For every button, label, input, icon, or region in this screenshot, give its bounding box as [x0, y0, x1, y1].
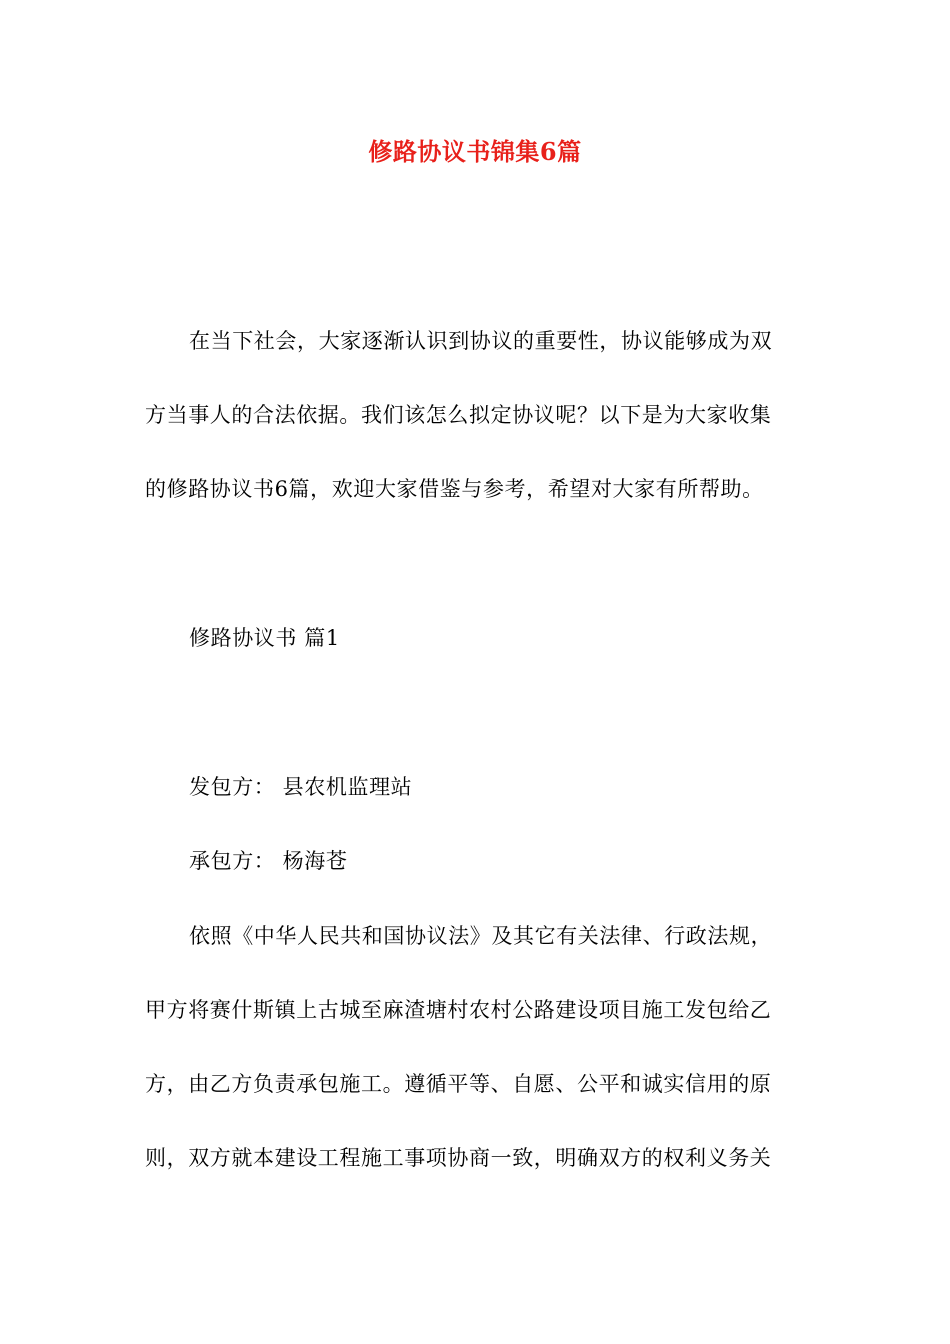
intro-line-2: 方当事人的合法依据。我们该怎么拟定协议呢？以下是为大家收集: [145, 403, 772, 427]
party-b-line: 承包方： 杨海苍: [189, 849, 348, 873]
body-line-4: 则，双方就本建设工程施工事项协商一致，明确双方的权利义务关: [145, 1146, 772, 1170]
party-a-line: 发包方： 县农机监理站: [189, 775, 413, 799]
body-line-3: 方，由乙方负责承包施工。遵循平等、自愿、公平和诚实信用的原: [145, 1072, 772, 1096]
body-line-1: 依照《中华人民共和国协议法》及其它有关法律、行政法规，: [189, 924, 773, 948]
document-title: 修路协议书锦集6篇: [368, 137, 582, 166]
section-heading: 修路协议书 篇1: [189, 626, 340, 650]
body-line-2: 甲方将赛什斯镇上古城至麻渣塘村农村公路建设项目施工发包给乙: [145, 998, 772, 1022]
intro-line-3: 的修路协议书6篇，欢迎大家借鉴与参考，希望对大家有所帮助。: [145, 477, 764, 501]
intro-line-1: 在当下社会，大家逐渐认识到协议的重要性，协议能够成为双: [189, 329, 773, 353]
